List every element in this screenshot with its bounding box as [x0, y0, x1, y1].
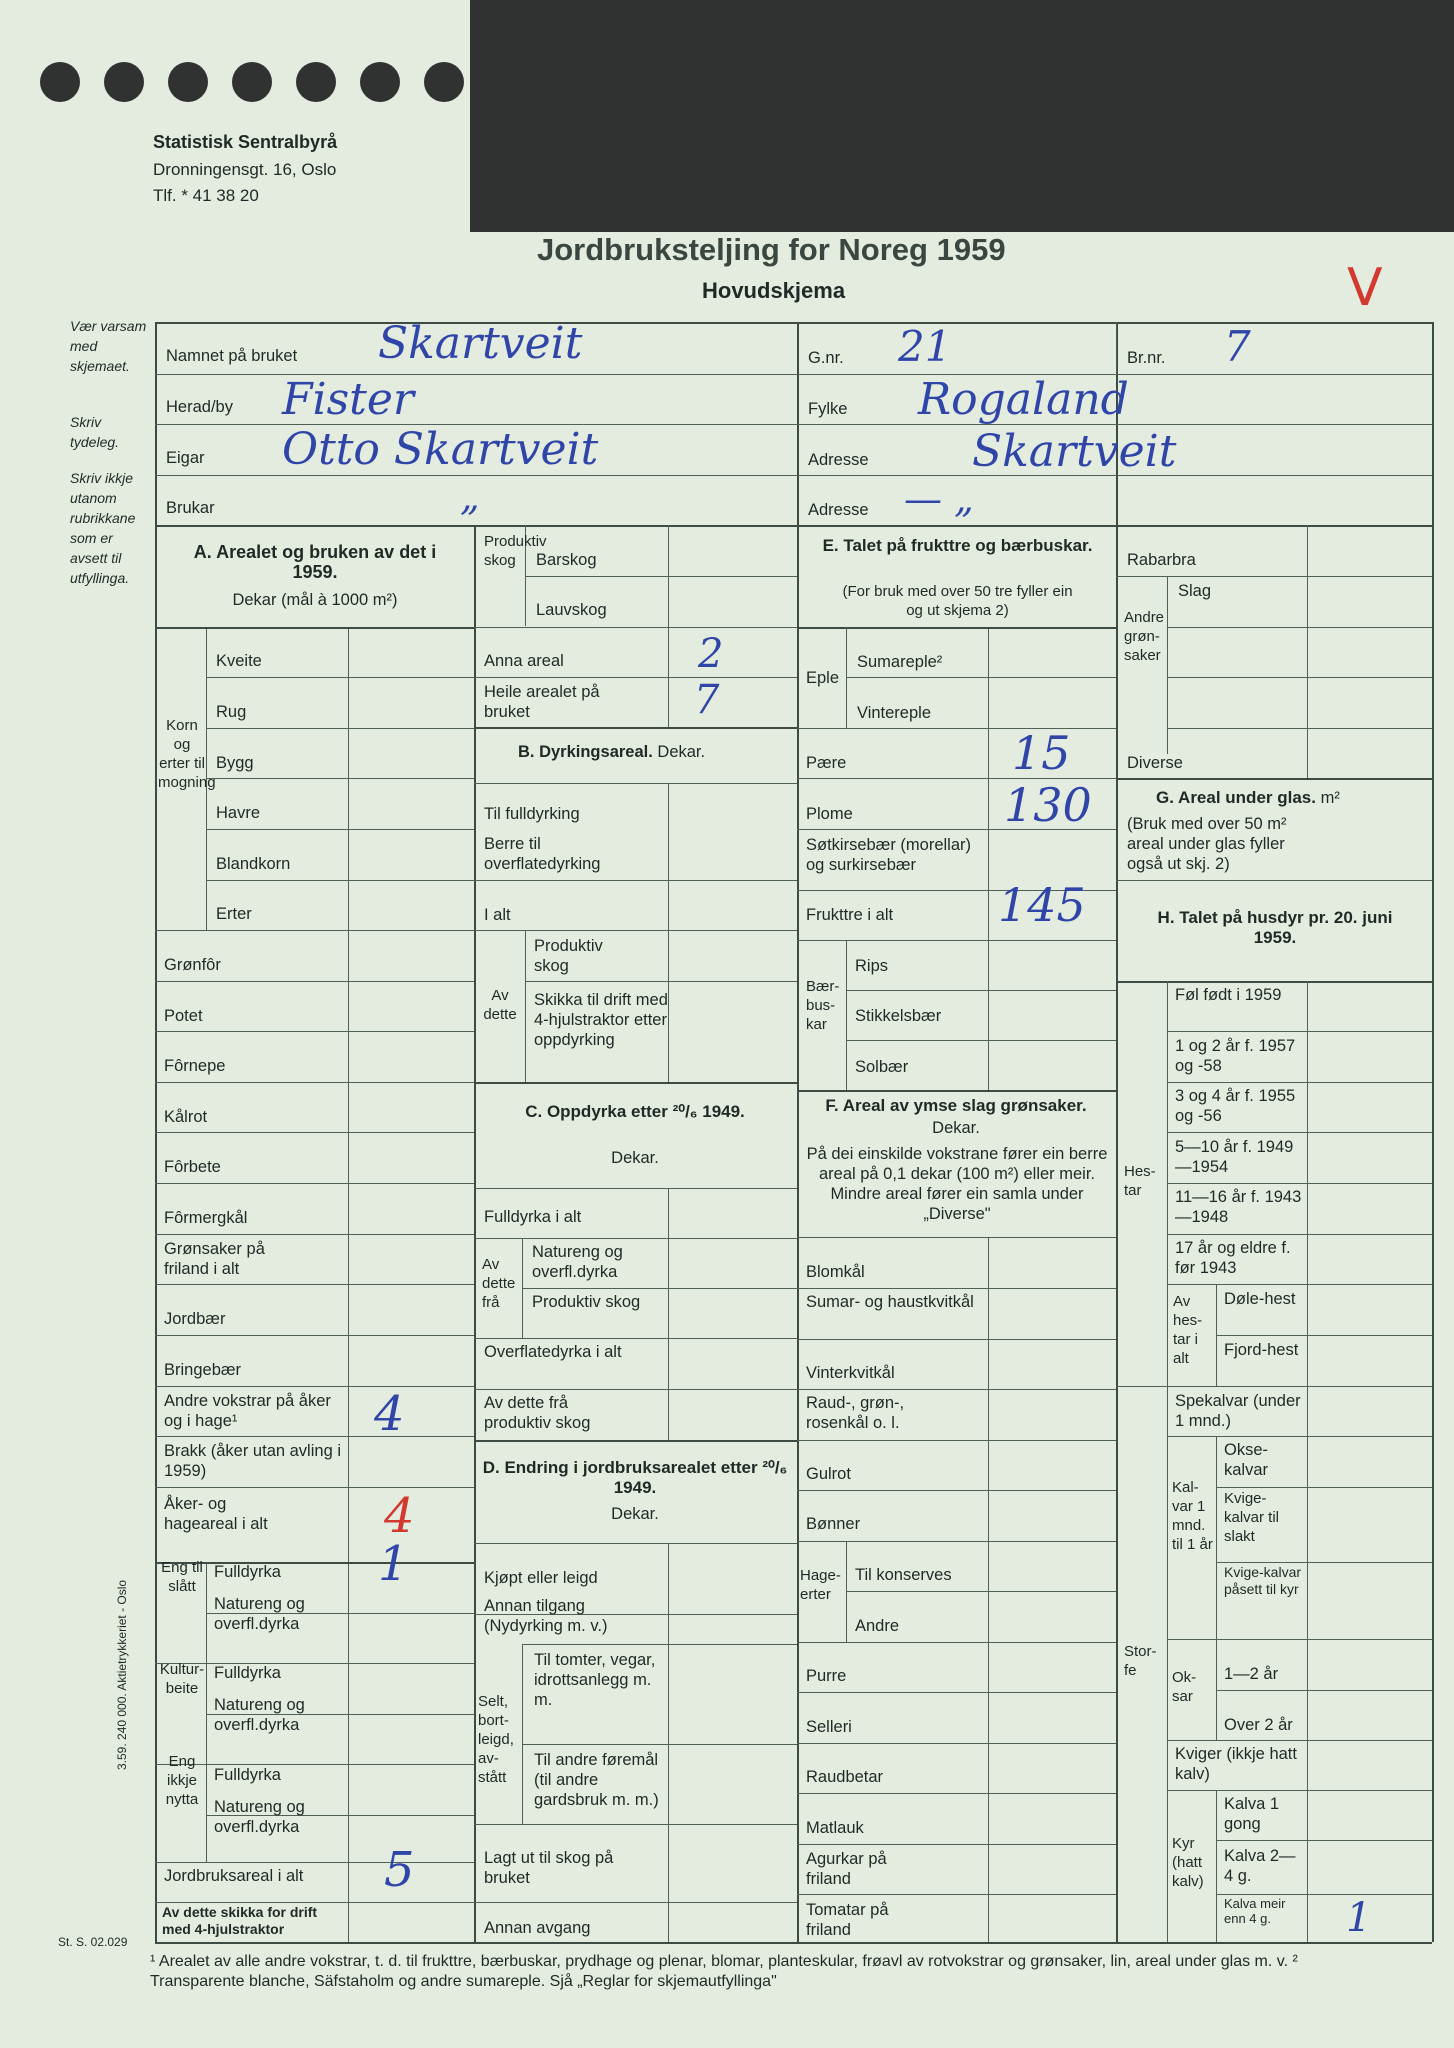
oksar-2-label: Over 2 år — [1224, 1716, 1293, 1734]
barskog-label: Barskog — [536, 551, 597, 569]
margin-note: Skriv tydeleg. — [70, 414, 120, 450]
b-av-dette-label: Av dette — [483, 987, 517, 1023]
korn-blandkorn: Blandkorn — [216, 855, 291, 873]
korn-rug: Rug — [216, 703, 247, 721]
row-label: Fôrbete — [164, 1158, 221, 1176]
section-a-unit: Dekar (mål à 1000 m²) — [232, 591, 398, 609]
diverse-label: Diverse — [1127, 754, 1183, 772]
fulldyrka-label: Fulldyrka — [214, 1563, 281, 1581]
kalva4-label: Kalva meir enn 4 g. — [1224, 1896, 1286, 1926]
av-dette-4hjul-label: Av dette skikka for drift med 4-hjulstraktor — [162, 1904, 318, 1937]
section-g-title: G. Areal under glas. — [1156, 788, 1316, 807]
fulldyrka-label: Fulldyrka — [214, 1664, 281, 1682]
sumareple-label: Sumareple² — [857, 653, 943, 671]
f-row: Gulrot — [806, 1465, 851, 1483]
oksekalvar-label: Okse-kalvar — [1224, 1441, 1269, 1479]
oksar-label: Ok-sar — [1172, 1669, 1197, 1705]
b-produktiv-skog-label: Produktiv skog — [534, 937, 603, 975]
f-row: Vinterkvitkål — [806, 1364, 895, 1382]
korn-bygg: Bygg — [216, 754, 254, 772]
hest-row: Føl født i 1959 — [1175, 986, 1282, 1004]
margin-note: Skriv ikkje utanom rubrikkane som er avsett til utfyllinga. — [70, 470, 136, 586]
eng-ikkje-label: Eng ikkje nytta — [165, 1753, 199, 1808]
anna-areal-value: 2 — [698, 631, 724, 677]
spekalvar-label: Spekalvar (under 1 mnd.) — [1175, 1392, 1301, 1430]
aker-hage-value: 4 — [384, 1488, 415, 1544]
andre-vokstrar-value: 4 — [374, 1386, 405, 1442]
row-label: Brakk (åker utan avling i 1959) — [164, 1442, 341, 1480]
f-row: Purre — [806, 1667, 847, 1685]
kyr-label: Kyr (hatt kalv) — [1172, 1835, 1204, 1890]
row-label: Grønfôr — [164, 956, 221, 974]
f-row: Agurkar på friland — [806, 1850, 887, 1888]
frukttre-value: 145 — [998, 878, 1086, 932]
annan-avgang-label: Annan avgang — [484, 1919, 591, 1937]
adresse-value: Skartveit — [972, 426, 1177, 477]
adresse2-label: Adresse — [808, 501, 869, 519]
punch-hole — [168, 62, 208, 102]
f-row: Raudbetar — [806, 1768, 884, 1786]
section-f-note: På dei einskilde vokstrane fører ein berre areal på 0,1 dekar (100 m²) eller meir. Mindre areal fører ein samla under „Diverse" — [806, 1145, 1108, 1223]
hageerter-label: Hage-erter — [800, 1567, 841, 1603]
solbaer-label: Solbær — [855, 1058, 909, 1076]
section-f-title: F. Areal av ymse slag grønsaker. — [825, 1096, 1087, 1115]
row-label: Fôrmergkål — [164, 1209, 248, 1227]
punch-hole — [360, 62, 400, 102]
f-row: Tomatar på friland — [806, 1901, 889, 1939]
selt-label: Selt, bort-leigd, av-stått — [478, 1693, 514, 1786]
heile-arealet-label: Heile arealet på bruket — [484, 683, 600, 721]
c-av-prod-label: Av dette frå produktiv skog — [484, 1394, 591, 1432]
eng-slatt-label: Eng til slått — [161, 1559, 203, 1595]
rabarbra-label: Rabarbra — [1127, 551, 1196, 569]
footnote: ¹ Arealet av alle andre vokstrar, t. d. til frukttre, bærbuskar, prydhage og plenar, blomar, planteskular, frøavl av rotvokstrar og grønsaker, lin, areal under glas m. v. ² Transparente blanche, Säfstaholm og andre sumareple. Sjå „Reglar for skjemautfyllinga" — [150, 1953, 1298, 1990]
natureng-label: Natureng og overfl.dyrka — [214, 1595, 305, 1633]
org-name: Statistisk Sentralbyrå — [153, 132, 338, 152]
row-label: Kålrot — [164, 1108, 208, 1126]
section-b-title: B. Dyrkingsareal. — [518, 743, 653, 761]
section-a-title: A. Arealet og bruken av det i 1959. — [193, 542, 437, 582]
kvige-slakt-label: Kvige-kalvar til slakt — [1224, 1490, 1280, 1545]
konserves-label: Til konserves — [855, 1566, 952, 1584]
brnr-value: 7 — [1224, 322, 1251, 371]
org-address: Dronningensgt. 16, Oslo — [153, 160, 337, 179]
f-row: Sumar- og haustkvitkål — [806, 1293, 974, 1311]
namnet-value: Skartveit — [378, 318, 583, 369]
f-row: Matlauk — [806, 1819, 864, 1837]
punch-hole — [296, 62, 336, 102]
section-c-unit: Dekar. — [611, 1149, 659, 1167]
rips-label: Rips — [855, 957, 889, 975]
punch-hole — [232, 62, 272, 102]
kvige-pasett-label: Kvige-kalvar påsett til kyr — [1224, 1564, 1302, 1597]
produktiv-skog-label: Produktiv skog — [484, 533, 547, 569]
section-h-title: H. Talet på husdyr pr. 20. juni 1959. — [1157, 908, 1393, 947]
c-fulldyrka-label: Fulldyrka i alt — [484, 1208, 582, 1226]
kalva4-value: 1 — [1346, 1895, 1372, 1941]
eigar-label: Eigar — [166, 449, 205, 467]
berre-overflate-label: Berre til overflatedyrking — [484, 835, 601, 873]
f-andre-label: Andre — [855, 1617, 900, 1635]
fylke-label: Fylke — [808, 400, 848, 418]
c-natureng-label: Natureng og overfl.dyrka — [532, 1243, 623, 1281]
hest-row: 11—16 år f. 1943—1948 — [1175, 1188, 1302, 1226]
c-produktiv-label: Produktiv skog — [532, 1293, 641, 1311]
c-av-dette-label: Av dette frå — [482, 1256, 516, 1311]
kalvar-label: Kal-var 1 mnd. til 1 år — [1172, 1479, 1213, 1553]
org-phone: Tlf. * 41 38 20 — [153, 186, 259, 205]
kalva1-label: Kalva 1 gong — [1224, 1795, 1280, 1833]
eple-label: Eple — [806, 669, 840, 687]
printer-note: 3.59. 240 000. Aktietrykkeriet - Oslo — [115, 1579, 129, 1770]
eigar-value: Otto Skartveit — [282, 424, 599, 475]
kviger-label: Kviger (ikkje hatt kalv) — [1175, 1745, 1297, 1783]
hest-row: 1 og 2 år f. 1957 og -58 — [1175, 1037, 1296, 1075]
frukttre-label: Frukttre i alt — [806, 906, 894, 924]
namnet-label: Namnet på bruket — [166, 347, 298, 365]
annan-tilgang-label: Annan tilgang (Nydyrking m. v.) — [484, 1597, 608, 1635]
gnr-label: G.nr. — [808, 349, 844, 367]
section-g-unit: m² — [1320, 789, 1340, 807]
row-label: Åker- og hageareal i alt — [164, 1495, 268, 1533]
hest-row: 3 og 4 år f. 1955 og -56 — [1175, 1087, 1296, 1125]
section-f-unit: Dekar. — [932, 1119, 980, 1137]
check-mark: V — [1347, 258, 1383, 318]
row-label: Jordbær — [164, 1310, 226, 1328]
andre-foremal-label: Til andre føremål (til andre gardsbruk m. m.) — [534, 1751, 659, 1809]
row-label: Potet — [164, 1007, 203, 1025]
baerbuskar-label: Bær-bus-kar — [806, 978, 840, 1033]
page-title: Jordbruksteljing for Noreg 1959 — [537, 232, 1006, 267]
natureng-label: Natureng og overfl.dyrka — [214, 1696, 305, 1734]
korn-havre: Havre — [216, 804, 261, 822]
stikkelsbaer-label: Stikkelsbær — [855, 1007, 942, 1025]
punch-hole — [104, 62, 144, 102]
heile-arealet-value: 7 — [694, 677, 720, 723]
vintereple-label: Vintereple — [857, 704, 932, 722]
fulldyrka-label: Fulldyrka — [214, 1766, 281, 1784]
b-i-alt-label: I alt — [484, 906, 511, 924]
brukar-value: „ — [460, 475, 480, 519]
section-g-note: (Bruk med over 50 m² areal under glas fyller også ut skj. 2) — [1127, 815, 1287, 873]
section-e-title: E. Talet på frukttre og bærbuskar. — [822, 536, 1093, 555]
til-fulldyrking-label: Til fulldyrking — [484, 805, 580, 823]
plome-value: 130 — [1004, 778, 1092, 832]
lagt-ut-label: Lagt ut til skog på bruket — [484, 1849, 614, 1887]
adresse2-value: — „ — [904, 477, 974, 521]
slag-label: Slag — [1178, 582, 1212, 600]
sotkirsebaer-label: Søtkirsebær (morellar) og surkirsebær — [806, 836, 972, 874]
oksar-12-label: 1—2 år — [1224, 1665, 1279, 1683]
row-label: Andre vokstrar på åker og i hage¹ — [164, 1392, 331, 1430]
tomter-label: Til tomter, vegar, idrottsanlegg m. m. — [534, 1651, 656, 1709]
f-row: Blomkål — [806, 1263, 865, 1281]
korn-kveite: Kveite — [216, 652, 262, 670]
korn-erter: Erter — [216, 905, 252, 923]
row-label: Fôrnepe — [164, 1057, 226, 1075]
anna-areal-label: Anna areal — [484, 652, 564, 670]
section-d-title: D. Endring i jordbruksarealet etter ²⁰/₆ 1949. — [482, 1458, 788, 1497]
f-row: Bønner — [806, 1515, 861, 1533]
herad-value: Fister — [282, 374, 414, 425]
fjordhest-label: Fjord-hest — [1224, 1341, 1299, 1359]
brnr-label: Br.nr. — [1127, 349, 1166, 367]
av-hestar-label: Av hes-tar i alt — [1173, 1293, 1203, 1367]
section-e-note: (For bruk med over 50 tre fyller ein og ut skjema 2) — [842, 583, 1073, 619]
natureng-label: Natureng og overfl.dyrka — [214, 1798, 305, 1836]
c-overflate-label: Overflatedyrka i alt — [484, 1343, 622, 1361]
b-skikka-label: Skikka til drift med 4-hjulstraktor etter oppdyrking — [534, 991, 668, 1049]
lauvskog-label: Lauvskog — [536, 601, 607, 619]
adresse-label: Adresse — [808, 451, 869, 469]
form-number: St. S. 02.029 — [58, 1935, 128, 1949]
plome-label: Plome — [806, 805, 853, 823]
punch-hole — [424, 62, 464, 102]
brukar-label: Brukar — [166, 499, 215, 517]
row-label: Grønsaker på friland i alt — [164, 1240, 265, 1278]
hestar-label: Hes-tar — [1124, 1163, 1156, 1199]
herad-label: Herad/by — [166, 398, 233, 416]
margin-note: Vær varsam med skjemaet. — [70, 318, 147, 374]
fylke-value: Rogaland — [918, 374, 1129, 425]
paere-value: 15 — [1012, 726, 1071, 780]
hest-row: 17 år og eldre f. før 1943 — [1175, 1239, 1291, 1277]
page-subtitle: Hovudskjema — [702, 278, 846, 303]
jordbruksareal-label: Jordbruksareal i alt — [164, 1867, 304, 1885]
section-c-title: C. Oppdyrka etter ²⁰/₆ 1949. — [525, 1102, 745, 1121]
jordbruksareal-value: 5 — [384, 1842, 415, 1898]
section-d-unit: Dekar. — [611, 1505, 659, 1523]
f-row: Selleri — [806, 1718, 852, 1736]
eng-fulldyrka-value: 1 — [378, 1536, 409, 1592]
andre-gronsaker-label: Andre grøn-saker — [1124, 609, 1165, 664]
f-row: Raud-, grøn-, rosenkål o. l. — [806, 1394, 905, 1432]
kjopt-label: Kjøpt eller leigd — [484, 1569, 598, 1587]
korn-group-label: Korn og erter til mogning — [158, 717, 216, 791]
kulturbeite-label: Kultur-beite — [159, 1661, 205, 1697]
storfe-label: Stor-fe — [1124, 1643, 1157, 1679]
dolehest-label: Døle-hest — [1224, 1290, 1296, 1308]
kalva24-label: Kalva 2—4 g. — [1224, 1847, 1296, 1885]
paere-label: Pære — [806, 754, 847, 772]
gnr-value: 21 — [898, 322, 952, 371]
section-b-unit: Dekar. — [657, 743, 706, 761]
row-label: Bringebær — [164, 1361, 242, 1379]
hest-row: 5—10 år f. 1949—1954 — [1175, 1138, 1294, 1176]
punch-hole — [40, 62, 80, 102]
